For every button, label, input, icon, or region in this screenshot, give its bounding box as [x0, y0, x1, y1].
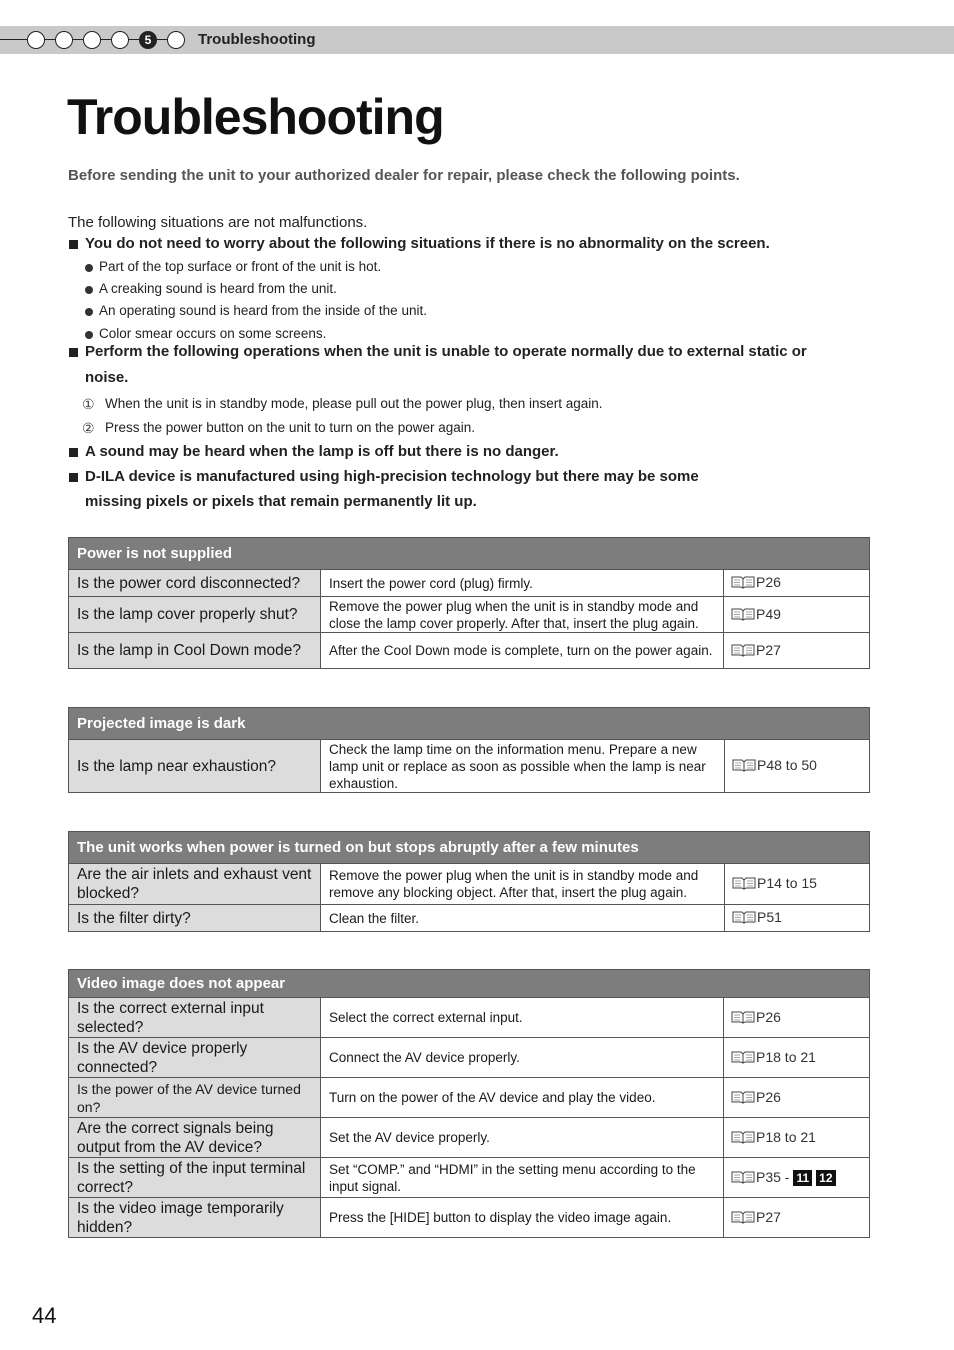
intro-heading-3: A sound may be heard when the lamp is off but there is no danger.: [68, 443, 559, 460]
page-number: 44: [32, 1303, 57, 1328]
reference-cell: [724, 1038, 870, 1078]
table-title: The unit works when power is turned on but stops abruptly after a few minutes: [69, 832, 870, 864]
table-power-not-supplied: [68, 537, 870, 669]
question-cell: Is the power of the AV device turned on?: [69, 1078, 321, 1118]
manual-book-icon: [731, 1171, 755, 1187]
manual-book-icon: [732, 759, 756, 775]
page-badge: 12: [816, 1170, 835, 1186]
table-row: [69, 597, 870, 633]
page-reference: P18 to 21: [756, 1048, 816, 1065]
question-cell: Is the filter dirty?: [69, 905, 321, 932]
step-marker: ②: [82, 420, 95, 436]
question-cell: Are the air inlets and exhaust vent blocked?: [69, 864, 321, 905]
manual-book-icon: [732, 877, 756, 893]
manual-book-icon: [731, 1011, 755, 1027]
reference-cell: [724, 597, 870, 633]
section-circle-2: [55, 31, 73, 49]
page-reference: P27: [756, 1208, 781, 1225]
reference-cell: [725, 740, 870, 793]
section-circle-4: [111, 31, 129, 49]
page-reference: P48 to 50: [757, 757, 817, 773]
intro-heading-4: D-ILA device is manufactured using high-precision technology but there may be some: [68, 468, 699, 485]
question-cell: Is the AV device properly connected?: [69, 1038, 321, 1078]
table-video-image-not-appear: [68, 969, 870, 1238]
section-circle-1: [27, 31, 45, 49]
manual-book-icon: [731, 1051, 755, 1067]
manual-book-icon: [731, 1091, 755, 1107]
table-row: [69, 1158, 870, 1198]
table-row: [69, 1198, 870, 1238]
question-cell: Is the power cord disconnected?: [69, 570, 321, 597]
question-cell: Is the lamp cover properly shut?: [69, 597, 321, 633]
manual-book-icon: [731, 1211, 755, 1227]
answer-cell: After the Cool Down mode is complete, turn on the power again.: [321, 633, 724, 669]
manual-book-icon: [732, 911, 756, 927]
table-row: [69, 864, 870, 905]
question-cell: Is the lamp near exhaustion?: [69, 740, 321, 793]
intro-bullet: Color smear occurs on some screens.: [68, 326, 326, 341]
table-title: Video image does not appear: [69, 970, 870, 998]
answer-cell: Select the correct external input.: [321, 998, 724, 1038]
table-row: [69, 998, 870, 1038]
manual-book-icon: [731, 608, 755, 624]
manual-book-icon: [731, 644, 755, 660]
reference-cell: [724, 1078, 870, 1118]
table-row: [69, 1078, 870, 1118]
section-circle-current: 5: [139, 31, 157, 49]
answer-cell: Check the lamp time on the information menu. Prepare a new lamp unit or replace as soon as possible when the lamp is near exhaustion.: [321, 740, 725, 793]
intro-heading-1: You do not need to worry about the following situations if there is no abnormality on the screen.: [68, 235, 770, 252]
step-marker: ①: [82, 396, 95, 412]
reference-cell: [724, 570, 870, 597]
step-text: Press the power button on the unit to turn on the power again.: [105, 420, 475, 435]
answer-cell: Insert the power cord (plug) firmly.: [321, 570, 724, 597]
page-reference: P49: [756, 605, 781, 622]
intro-bullet: Part of the top surface or front of the unit is hot.: [68, 259, 381, 274]
reference-cell: [725, 864, 870, 905]
page-reference: P14 to 15: [757, 875, 817, 891]
intro-line: The following situations are not malfunctions.: [68, 214, 368, 231]
answer-cell: Turn on the power of the AV device and play the video.: [321, 1078, 724, 1118]
page-reference: P26: [756, 1088, 781, 1105]
answer-cell: Clean the filter.: [321, 905, 725, 932]
table-row: [69, 570, 870, 597]
intro-step: [68, 396, 603, 411]
answer-cell: Set the AV device properly.: [321, 1118, 724, 1158]
table-unit-stops-abruptly: [68, 831, 870, 932]
intro-bullet: An operating sound is heard from the inside of the unit.: [68, 303, 427, 318]
page-title: Troubleshooting: [67, 89, 444, 145]
table-row: [69, 1038, 870, 1078]
section-header-bar: [0, 26, 954, 54]
reference-cell: [724, 998, 870, 1038]
reference-cell: [724, 633, 870, 669]
question-cell: Is the lamp in Cool Down mode?: [69, 633, 321, 669]
reference-cell: [724, 1118, 870, 1158]
intro-heading-2: Perform the following operations when the unit is unable to operate normally due to external static or: [68, 343, 807, 360]
answer-cell: Connect the AV device properly.: [321, 1038, 724, 1078]
intro-step: [68, 420, 475, 435]
intro-bullet: A creaking sound is heard from the unit.: [68, 281, 337, 296]
table-row: [69, 1118, 870, 1158]
section-title: Troubleshooting: [198, 31, 316, 48]
section-circle-3: [83, 31, 101, 49]
page-reference: P51: [757, 909, 782, 925]
step-text: When the unit is in standby mode, please pull out the power plug, then insert again.: [105, 396, 603, 411]
intro-heading-2-cont: noise.: [85, 369, 129, 386]
answer-cell: Remove the power plug when the unit is in standby mode and remove any blocking object. After that, insert the plug again.: [321, 864, 725, 905]
table-title: Power is not supplied: [69, 538, 870, 570]
page-reference: P26: [756, 1008, 781, 1025]
table-row: [69, 633, 870, 669]
page-reference: P27: [756, 641, 781, 658]
page-reference: P35 -: [756, 1168, 790, 1185]
question-cell: Is the video image temporarily hidden?: [69, 1198, 321, 1238]
answer-cell: Remove the power plug when the unit is in standby mode and close the lamp cover properly. After that, insert the plug again.: [321, 597, 724, 633]
table-row: [69, 905, 870, 932]
intro-heading-4-cont: missing pixels or pixels that remain permanently lit up.: [85, 493, 477, 510]
question-cell: Is the correct external input selected?: [69, 998, 321, 1038]
table-row: [69, 740, 870, 793]
page-reference: P26: [756, 574, 781, 590]
lead-text: Before sending the unit to your authorized dealer for repair, please check the following points.: [68, 167, 740, 184]
manual-book-icon: [731, 1131, 755, 1147]
question-cell: Is the setting of the input terminal correct?: [69, 1158, 321, 1198]
table-title: Projected image is dark: [69, 708, 870, 740]
answer-cell: Press the [HIDE] button to display the video image again.: [321, 1198, 724, 1238]
reference-cell: [724, 1158, 870, 1198]
section-circle-6: [167, 31, 185, 49]
table-projected-image-dark: [68, 707, 870, 793]
page-reference: P18 to 21: [756, 1128, 816, 1145]
manual-book-icon: [731, 576, 755, 592]
answer-cell: Set “COMP.” and “HDMI” in the setting menu according to the input signal.: [321, 1158, 724, 1198]
reference-cell: [725, 905, 870, 932]
question-cell: Are the correct signals being output from the AV device?: [69, 1118, 321, 1158]
page-badge: 11: [793, 1170, 812, 1186]
reference-cell: [724, 1198, 870, 1238]
